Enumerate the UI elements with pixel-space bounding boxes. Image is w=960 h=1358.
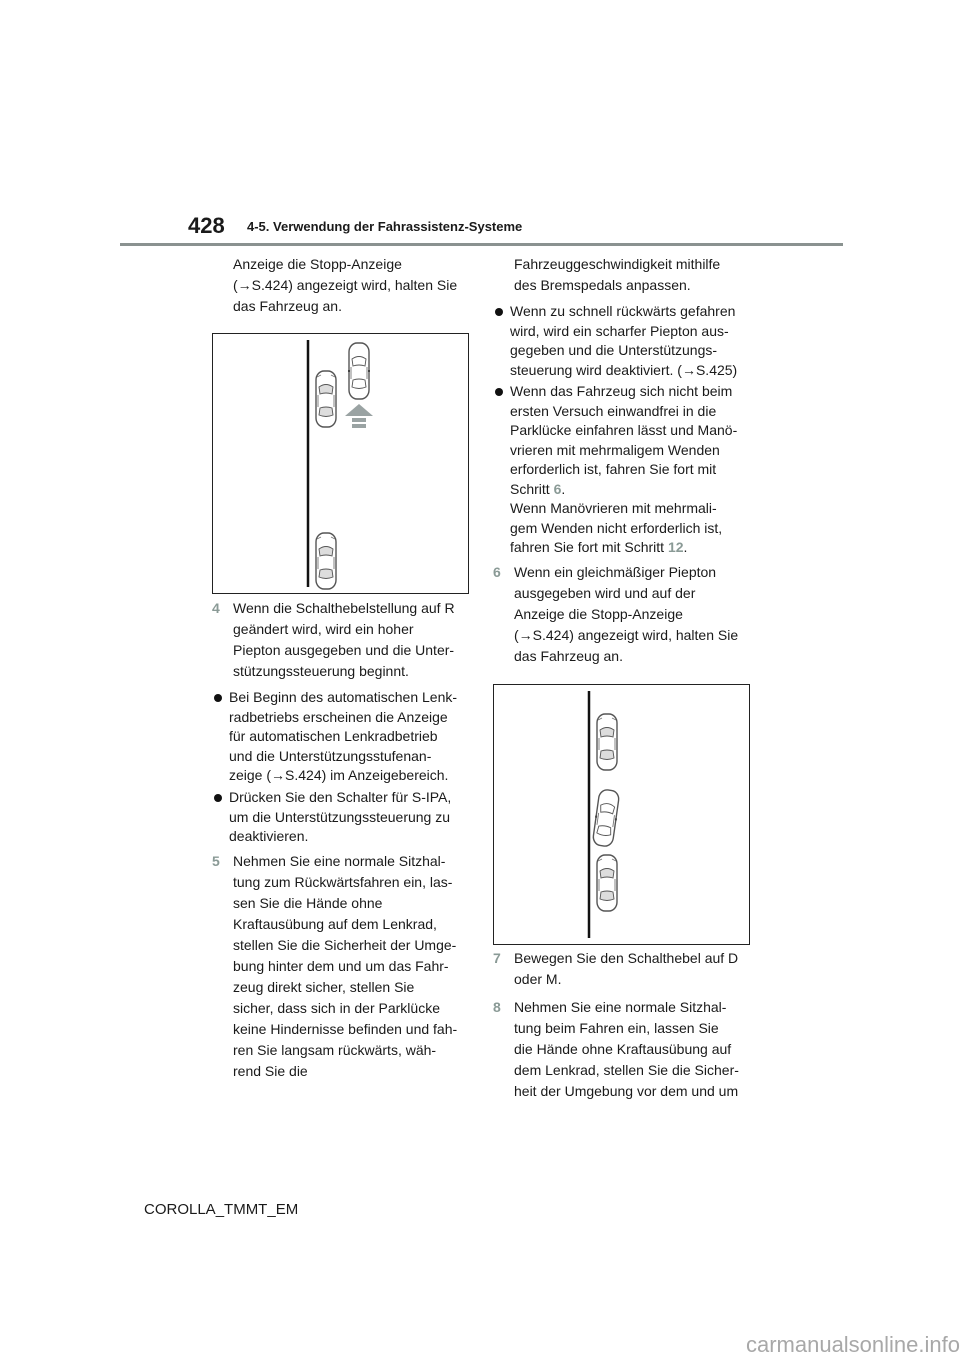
bullet-dot [495,388,503,396]
text-line: stützungssteuerung beginnt. [233,663,409,679]
intro-paragraph [233,254,457,317]
text-fragment: fahren Sie fort mit Schritt [510,539,668,555]
step-6 [493,562,755,667]
bullet-dot [214,694,222,702]
text-line: die Hände ohne Kraftausübung auf [514,1041,732,1057]
parked-car-rear [597,855,617,911]
continuation-paragraph [514,254,720,296]
text-line: das Fahrzeug an. [514,648,623,664]
text-fragment: . [683,539,688,555]
text-line: bung hinter dem und um das Fahr- [233,958,449,974]
bullet-auto-steering [212,688,474,786]
step-reference: 6 [553,480,562,497]
parking-diagram-svg [494,685,749,944]
parked-car-rear [316,533,336,589]
text-line: steuerung wird deaktiviert. (→S.425) [510,361,738,378]
text-line: Piepton ausgegeben und die Unter- [233,642,455,658]
text-line: des Bremspedals anpassen. [514,277,691,293]
text-line: ausgegeben wird und auf der [514,585,696,601]
step-8 [493,997,755,1102]
parking-diagram-svg [213,334,468,593]
text-line: (→S.424) angezeigt wird, halten Sie [514,627,739,643]
text-fragment: . [561,480,566,497]
text-line: oder M. [514,971,562,987]
text-line: Parklücke einfahren lässt und Manö- [510,422,738,438]
text-line: ersten Versuch einwandfrei in die [510,402,717,419]
footer-code: COROLLA_TMMT_EM [144,1201,299,1218]
header-rule [120,243,843,246]
text-line: (→S.424) angezeigt wird, halten Sie [233,277,458,293]
text-line: radbetriebs erscheinen die Anzeige [229,708,448,725]
step-number: 4 [212,600,220,616]
text-line: und die Unterstützungsstufenan- [229,747,432,764]
watermark-text: carmanualsonline.info [745,1332,960,1357]
section-title: 4-5. Verwendung der Fahrassistenz-Systeme [247,219,523,234]
parked-car-front [316,371,336,427]
text-line: tung zum Rückwärtsfahren ein, las- [233,874,453,890]
text-line: stellen Sie die Sicherheit der Umge- [233,937,457,953]
step-number: 8 [493,999,501,1015]
text-line: wird, wird ein scharfer Piepton aus- [510,322,729,339]
text-line: deaktivieren. [229,828,309,844]
page-number: 428 [188,213,225,238]
text-line: um die Unterstützungssteuerung zu [229,808,451,825]
bullet-dot [495,308,503,316]
bullet-sipa-switch [212,788,474,847]
text-line: das Fahrzeug an. [233,298,342,314]
bullet-too-fast [493,302,755,380]
text-line: heit der Umgebung vor dem und um [514,1083,739,1099]
text-line: für automatischen Lenkradbetrieb [229,728,438,744]
text-line: zeige (→S.424) im Anzeigebereich. [229,767,449,783]
step-4 [212,598,472,682]
own-car [348,343,370,399]
text-line: erforderlich ist, fahren Sie fort mit [510,461,717,477]
text-line: gegeben und die Unterstützungs- [510,342,718,358]
step-7 [493,948,755,990]
text-fragment: Schritt [510,480,554,497]
step-5 [212,851,474,1082]
text-line: Anzeige die Stopp-Anzeige [233,256,402,272]
bullet-dot [214,794,222,802]
text-line: keine Hindernisse befinden und fah- [233,1021,458,1037]
text-line: geändert wird, wird ein hoher [233,621,414,637]
text-line: rend Sie die [233,1063,308,1079]
text-line: Wenn die Schalthebelstellung auf R [233,600,455,616]
text-line: dem Lenkrad, stellen Sie die Sicher- [514,1062,739,1078]
schritt-line [510,538,755,558]
text-line: Wenn zu schnell rückwärts gefahren [510,303,736,319]
own-car-parked [591,789,621,848]
figure-reverse-parking [212,333,469,594]
step-number: 6 [493,564,501,580]
text-line: Nehmen Sie eine normale Sitzhal- [514,999,727,1015]
text-line: Wenn ein gleichmäßiger Piepton [514,564,717,580]
text-line: zeug direkt sicher, stellen Sie [233,979,415,995]
figure-stop-position [493,684,750,945]
step-number: 7 [493,950,501,966]
schritt-line [510,480,755,500]
text-line: Anzeige die Stopp-Anzeige [514,606,683,622]
text-line: gem Wenden nicht erforderlich ist, [510,519,723,536]
text-line: tung beim Fahren ein, lassen Sie [514,1020,719,1036]
text-line: vrieren mit mehrmaligem Wenden [510,441,720,458]
text-line: ren Sie langsam rückwärts, wäh- [233,1042,437,1058]
text-line: Drücken Sie den Schalter für S-IPA, [229,789,452,805]
bullet-multiple-turns [493,382,755,558]
text-line: Bei Beginn des automatischen Lenk- [229,689,458,705]
parked-car-front [597,714,617,770]
text-line: Fahrzeuggeschwindigkeit mithilfe [514,256,721,272]
text-line: Bewegen Sie den Schalthebel auf D [514,950,739,966]
text-line: Nehmen Sie eine normale Sitzhal- [233,853,446,869]
text-line: sen Sie die Hände ohne [233,895,383,911]
text-line: Kraftausübung auf dem Lenkrad, [233,916,437,932]
forward-arrow-icon [345,404,373,428]
step-number: 5 [212,853,220,869]
step-reference: 12 [667,539,684,555]
text-line: Wenn das Fahrzeug sich nicht beim [510,383,733,399]
text-line: Wenn Manövrieren mit mehrmali- [510,500,717,516]
text-line: sicher, dass sich in der Parklücke [233,1000,440,1016]
